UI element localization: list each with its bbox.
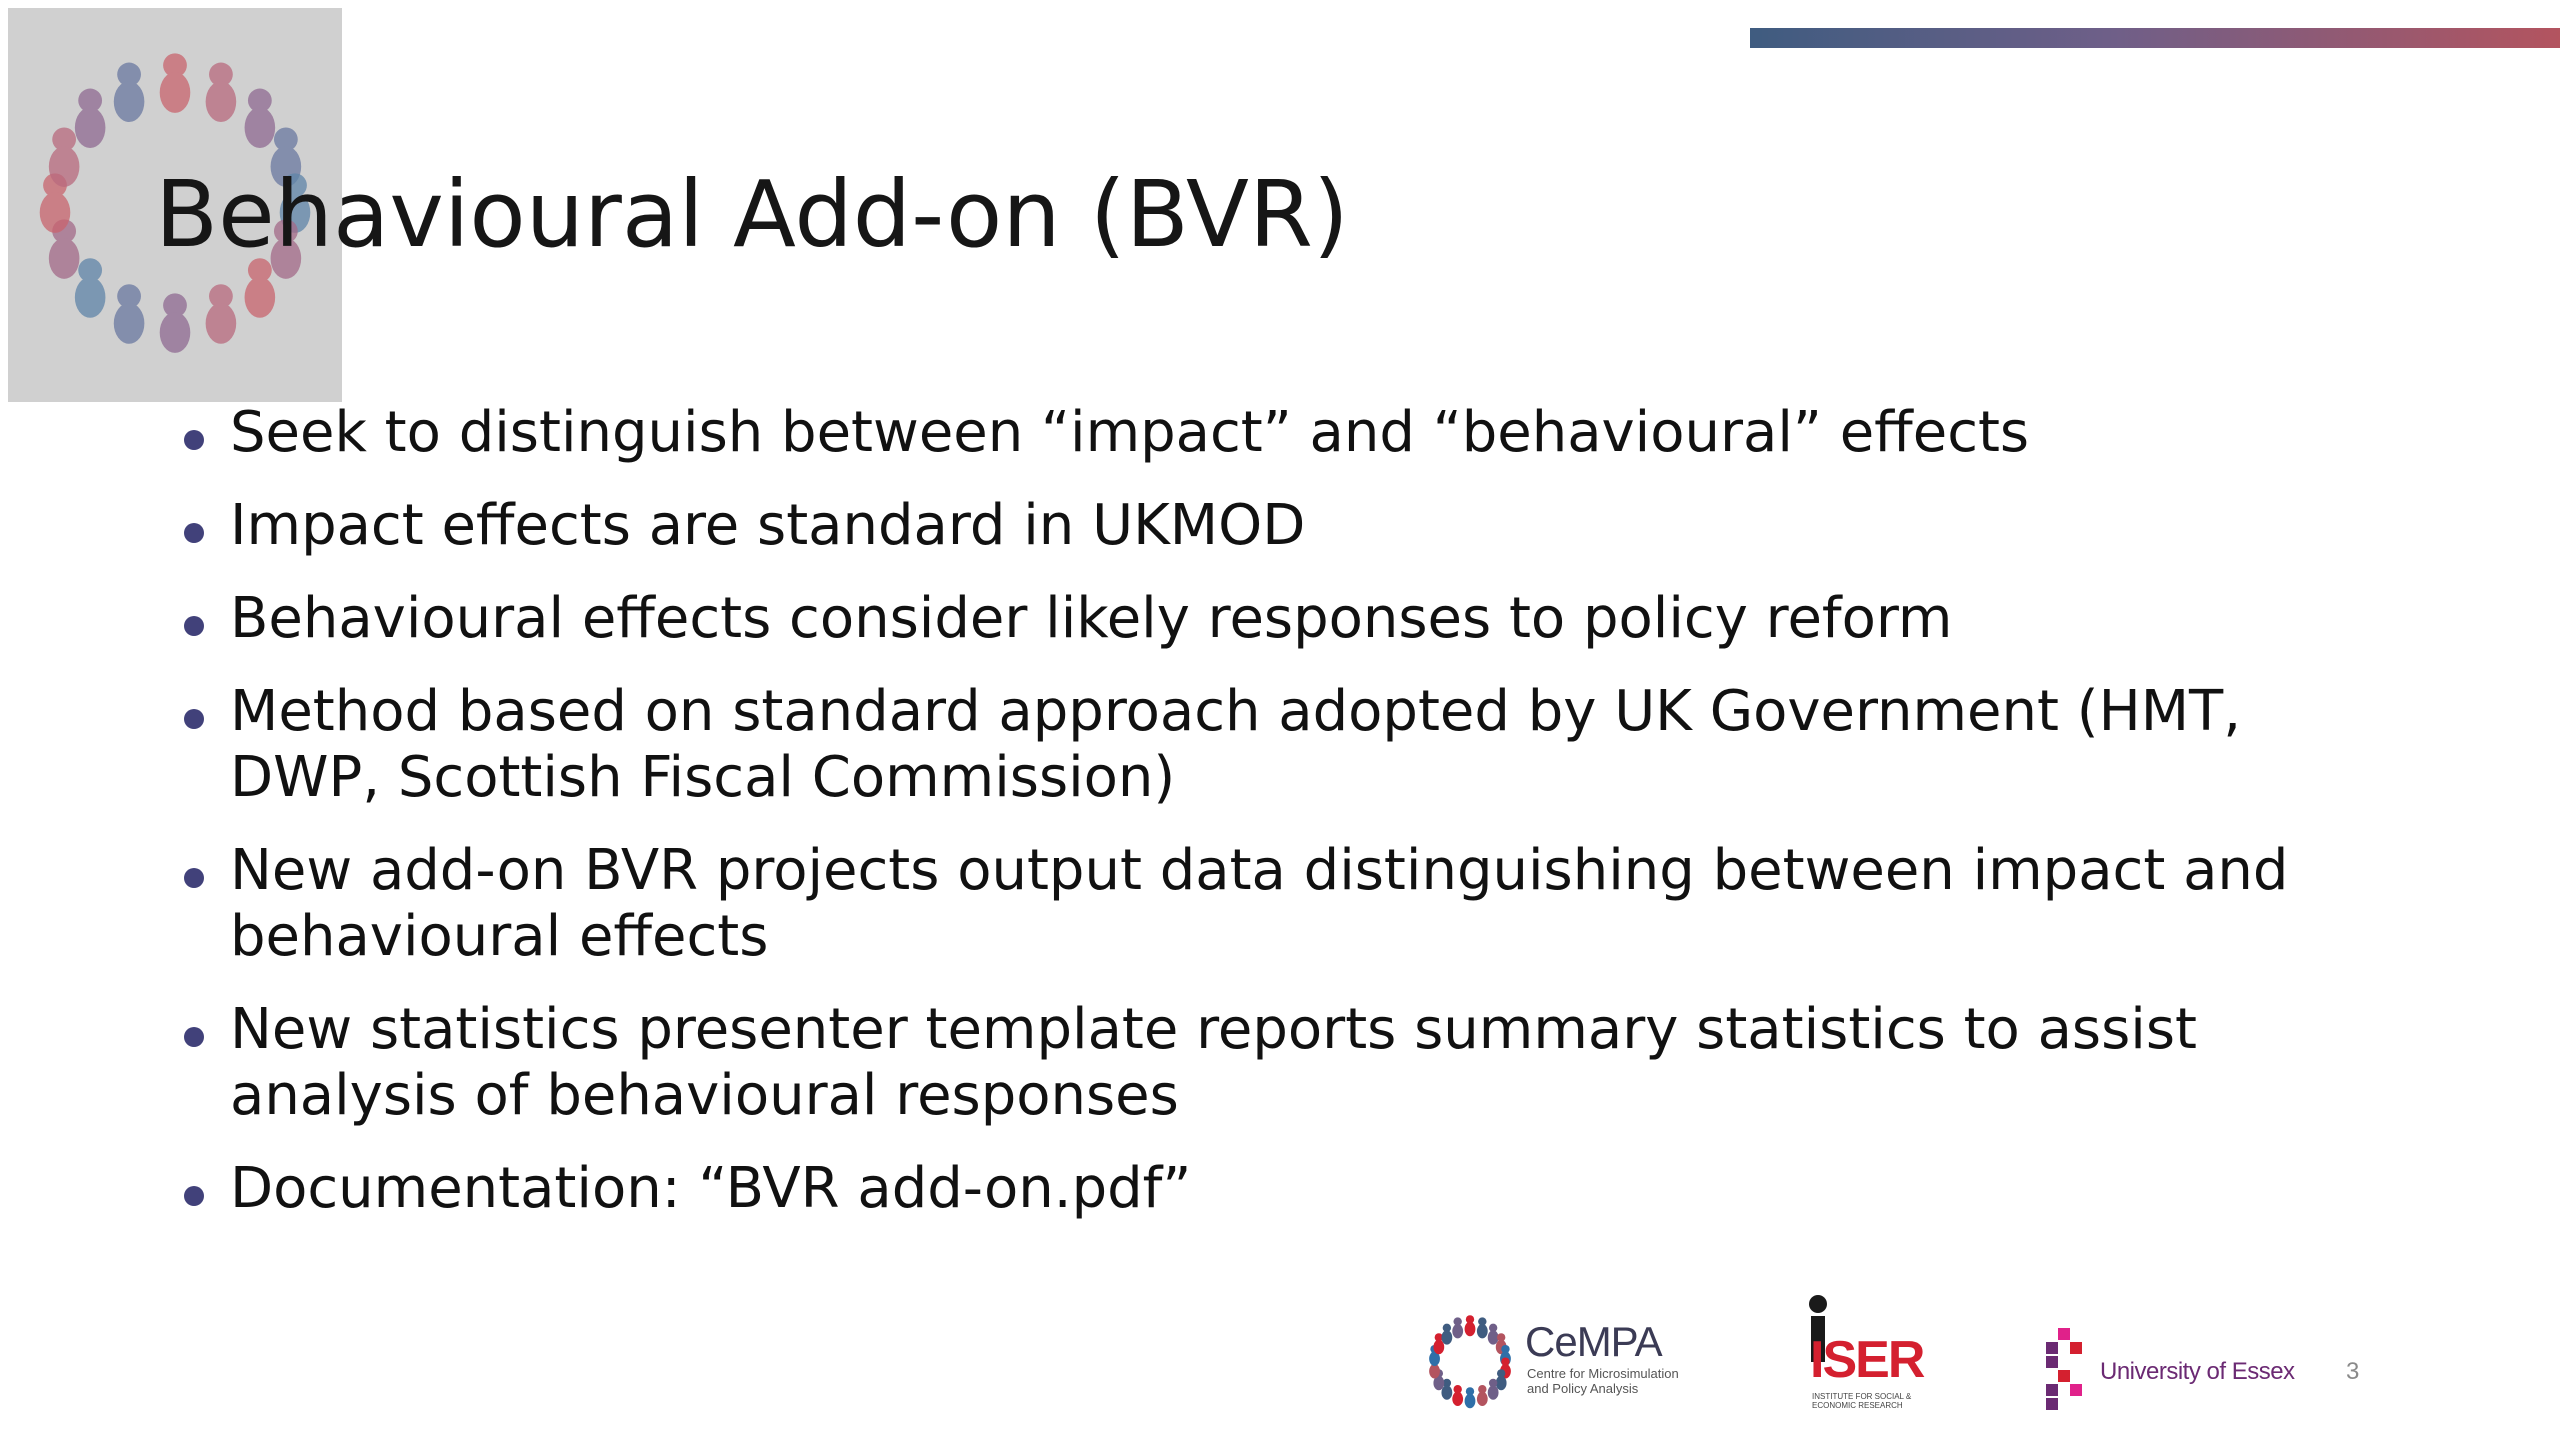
iser-logo-name: ISER	[1810, 1331, 1924, 1389]
person-figure	[1452, 1385, 1463, 1406]
person-figure	[1496, 1369, 1507, 1390]
bullet-item: New statistics presenter template reports summary statistics to assist analysis of behavioural responses	[180, 997, 2360, 1129]
bullet-dot-icon	[184, 709, 204, 729]
person-figure	[1465, 1387, 1476, 1408]
bullet-item: New add-on BVR projects output data distinguishing between impact and behavioural effects	[180, 838, 2360, 970]
bullet-dot-icon	[184, 1186, 204, 1206]
person-figure	[49, 127, 80, 187]
bullet-dot-icon	[184, 616, 204, 636]
person-figure	[206, 284, 237, 343]
bullet-item: Behavioural effects consider likely responses to policy reform	[180, 586, 2360, 652]
cempa-logo-name: CeMPA	[1525, 1318, 1662, 1365]
page-number: 3	[2346, 1358, 2360, 1385]
person-figure	[160, 293, 191, 353]
person-figure	[1465, 1315, 1476, 1336]
bullet-dot-icon	[184, 1027, 204, 1047]
person-figure	[160, 53, 191, 112]
person-figure	[114, 284, 145, 343]
person-figure	[1441, 1324, 1452, 1345]
cempa-people-icon	[1420, 1300, 1520, 1420]
bullet-item: Method based on standard approach adopted by UK Government (HMT, DWP, Scottish Fiscal Commission)	[180, 679, 2360, 811]
iser-logo	[1790, 1292, 1930, 1417]
bullet-dot-icon	[184, 430, 204, 450]
person-figure	[1477, 1317, 1488, 1338]
essex-logo-name: University of Essex	[2100, 1358, 2295, 1385]
person-figure	[1477, 1385, 1488, 1406]
person-figure	[75, 89, 106, 148]
bullet-item: Documentation: “BVR add-on.pdf”	[180, 1156, 2360, 1222]
bullet-dot-icon	[184, 523, 204, 543]
person-figure	[1452, 1317, 1463, 1338]
person-figure	[1488, 1379, 1499, 1400]
person-figure	[245, 89, 276, 148]
person-figure	[1488, 1324, 1499, 1345]
bullet-item: Impact effects are standard in UKMOD	[180, 493, 2360, 559]
person-figure	[206, 63, 237, 123]
bullet-item: Seek to distinguish between “impact” and “behavioural” effects	[180, 400, 2360, 466]
slide-title: Behavioural Add-on (BVR)	[155, 161, 1349, 268]
bullet-list	[180, 400, 2360, 1249]
person-figure	[75, 258, 106, 318]
university-of-essex-logo	[2044, 1326, 2354, 1416]
decorative-top-bar	[1750, 28, 2560, 48]
iser-logo-subtitle: INSTITUTE FOR SOCIAL & ECONOMIC RESEARCH	[1812, 1392, 1912, 1410]
person-figure	[114, 63, 145, 123]
cempa-logo-subtitle: Centre for Microsimulation and Policy Analysis	[1527, 1366, 1679, 1396]
essex-blocks-icon	[2044, 1326, 2088, 1416]
cempa-logo	[1420, 1300, 1710, 1420]
bullet-dot-icon	[184, 868, 204, 888]
